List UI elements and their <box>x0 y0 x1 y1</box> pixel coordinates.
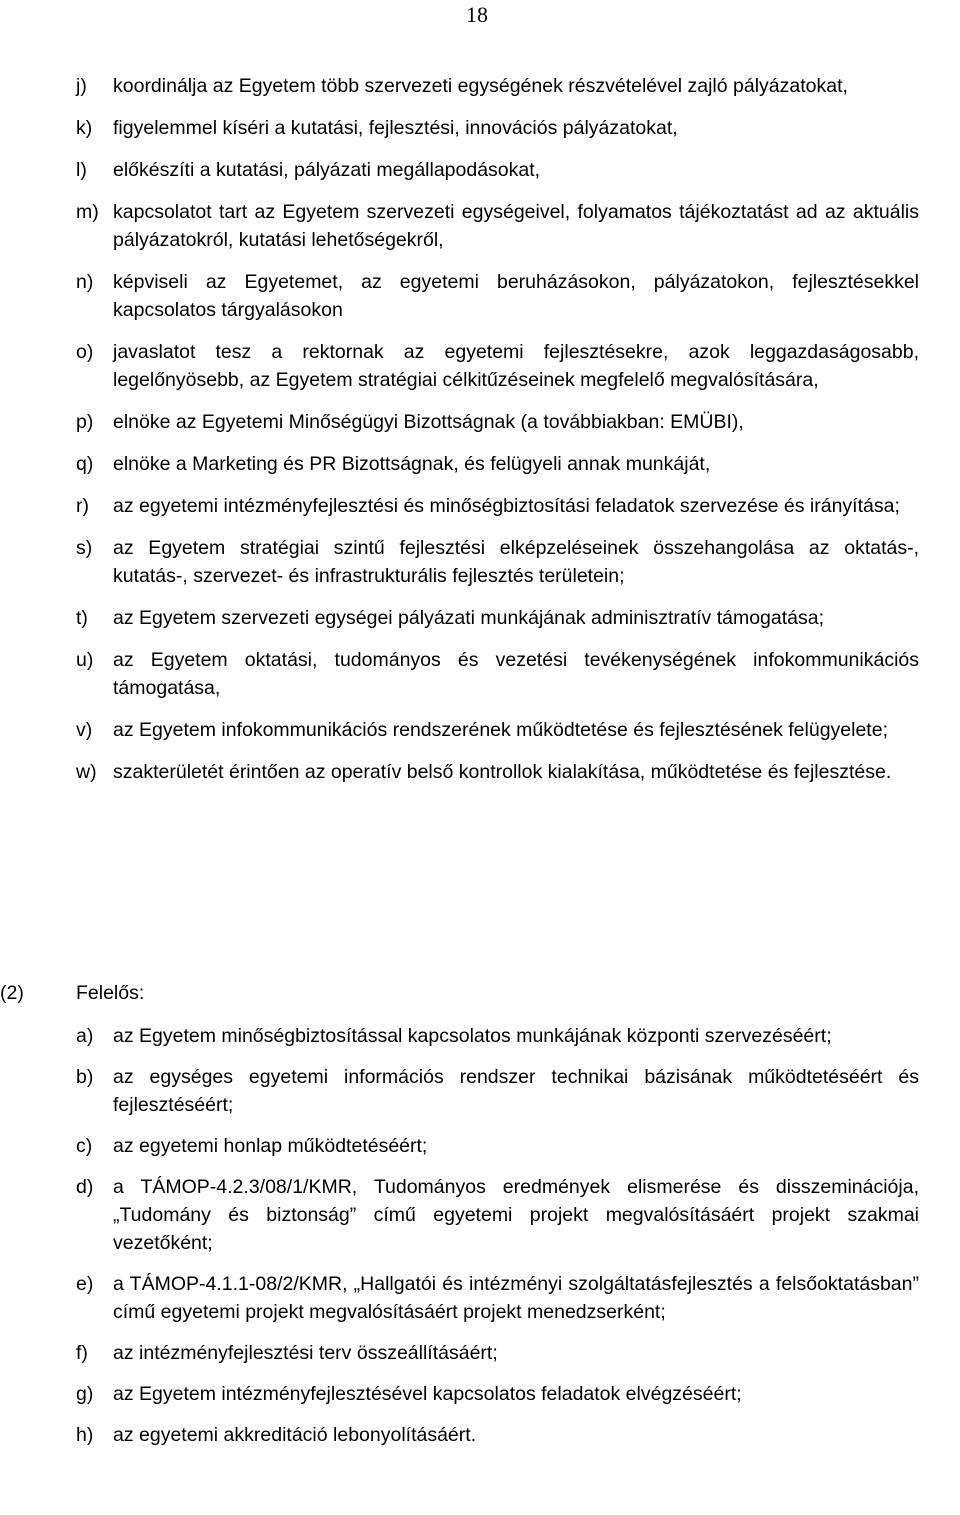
list-item-marker: t) <box>76 607 88 629</box>
list-item-text: az Egyetem szervezeti egységei pályázati munkájának adminisztratív támogatása; <box>113 607 825 629</box>
list-item-marker: q) <box>76 453 94 475</box>
list-item-text: az egyetemi intézményfejlesztési és minőségbiztosítási feladatok szervezése és irányítása; <box>113 495 900 517</box>
list-item-marker: g) <box>76 1383 94 1405</box>
list-item-marker: l) <box>76 159 87 181</box>
list-item <box>76 156 919 184</box>
section-title: Felelős: <box>76 982 145 1004</box>
list-item-text: az egyetemi akkreditáció lebonyolításáért. <box>113 1424 477 1446</box>
list-item-text: kapcsolatot tart az Egyetem szervezeti egységeivel, folyamatos tájékoztatást ad az aktuális pályázatokról, kutatási lehetőségekről, <box>113 201 919 251</box>
list-item <box>76 716 919 744</box>
section-number: (2) <box>0 982 24 1004</box>
list-item <box>76 1421 919 1449</box>
list-item <box>76 646 919 702</box>
list-item-marker: w) <box>76 761 97 783</box>
list-item-marker: r) <box>76 495 89 517</box>
list-item-marker: f) <box>76 1342 88 1364</box>
list-item-marker: d) <box>76 1176 94 1198</box>
list-item <box>76 1132 919 1160</box>
list-item-marker: m) <box>76 201 99 223</box>
list-item-marker: j) <box>76 75 87 97</box>
list-item <box>76 1022 919 1050</box>
list-item <box>76 408 919 436</box>
list-item <box>76 1173 919 1257</box>
list-item-text: javaslatot tesz a rektornak az egyetemi fejlesztésekre, azok leggazdaságosabb, legelőnyösebb, az Egyetem stratégiai célkitűzéseinek megfelelő megvalósítására, <box>113 341 919 391</box>
list-item-text: az egyetemi honlap működtetéséért; <box>113 1135 428 1157</box>
list-item-text: az Egyetem infokommunikációs rendszerének működtetése és fejlesztésének felügyelete; <box>113 719 888 741</box>
list-item <box>76 72 919 100</box>
list-item-text: szakterületét érintően az operatív belső kontrollok kialakítása, működtetése és fejlesztése. <box>113 761 892 783</box>
list-item-marker: b) <box>76 1066 94 1088</box>
list-item-marker: e) <box>76 1273 94 1295</box>
list-item-text: előkészíti a kutatási, pályázati megállapodásokat, <box>113 159 541 181</box>
list-item-marker: c) <box>76 1135 93 1157</box>
list-item-marker: u) <box>76 649 94 671</box>
list-item-marker: h) <box>76 1424 94 1446</box>
list-item <box>76 268 919 324</box>
list-item <box>76 114 919 142</box>
list-item <box>76 1339 919 1367</box>
list-item-text: az Egyetem oktatási, tudományos és vezetési tevékenységének infokommunikációs támogatása, <box>113 649 919 699</box>
list-item-text: koordinálja az Egyetem több szervezeti egységének részvételével zajló pályázatokat, <box>113 75 848 97</box>
list-item-marker: v) <box>76 719 93 741</box>
list-item <box>76 758 919 786</box>
list-item <box>76 338 919 394</box>
responsibility-list <box>76 72 919 800</box>
list-item-text: a TÁMOP-4.1.1-08/2/KMR, „Hallgatói és intézményi szolgáltatásfejlesztés a felsőoktatásban” című egyetemi projekt megvalósításáért projekt menedzserként; <box>113 1273 919 1323</box>
list-item-text: elnöke az Egyetemi Minőségügyi Bizottságnak (a továbbiakban: EMÜBI), <box>113 411 744 433</box>
list-item-marker: o) <box>76 341 94 363</box>
list-item-text: az egységes egyetemi információs rendszer technikai bázisának működtetéséért és fejlesztéséért; <box>113 1066 919 1116</box>
list-item <box>76 1270 919 1326</box>
list-item-marker: a) <box>76 1025 94 1047</box>
list-item <box>76 604 919 632</box>
list-item-marker: n) <box>76 271 94 293</box>
list-item <box>76 534 919 590</box>
list-item-text: elnöke a Marketing és PR Bizottságnak, és felügyeli annak munkáját, <box>113 453 711 475</box>
list-item-marker: k) <box>76 117 93 139</box>
list-item-text: a TÁMOP-4.2.3/08/1/KMR, Tudományos eredmények elismerése és disszeminációja, „Tudomány és biztonság” című egyetemi projekt megvalósításáért projekt szakmai vezetőként; <box>113 1176 919 1254</box>
list-item <box>76 1063 919 1119</box>
list-item-text: az Egyetem stratégiai szintű fejlesztési elképzeléseinek összehangolása az oktatás-, kutatás-, szervezet- és infrastrukturális fejlesztés területein; <box>113 537 919 587</box>
list-item <box>76 1380 919 1408</box>
page-number: 18 <box>466 2 488 27</box>
list-item-text: az intézményfejlesztési terv összeállításáért; <box>113 1342 498 1364</box>
list-item-text: az Egyetem minőségbiztosítással kapcsolatos munkájának központi szervezéséért; <box>113 1025 832 1047</box>
list-item-text: képviseli az Egyetemet, az egyetemi beruházásokon, pályázatokon, fejlesztésekkel kapcsolatos tárgyalásokon <box>113 271 919 321</box>
list-item-text: figyelemmel kíséri a kutatási, fejlesztési, innovációs pályázatokat, <box>113 117 678 139</box>
list-item <box>76 492 919 520</box>
list-item <box>76 198 919 254</box>
list-item-marker: s) <box>76 537 93 559</box>
list-item-text: az Egyetem intézményfejlesztésével kapcsolatos feladatok elvégzéséért; <box>113 1383 742 1405</box>
list-item-marker: p) <box>76 411 94 433</box>
list-item <box>76 450 919 478</box>
accountability-list <box>76 1022 919 1462</box>
